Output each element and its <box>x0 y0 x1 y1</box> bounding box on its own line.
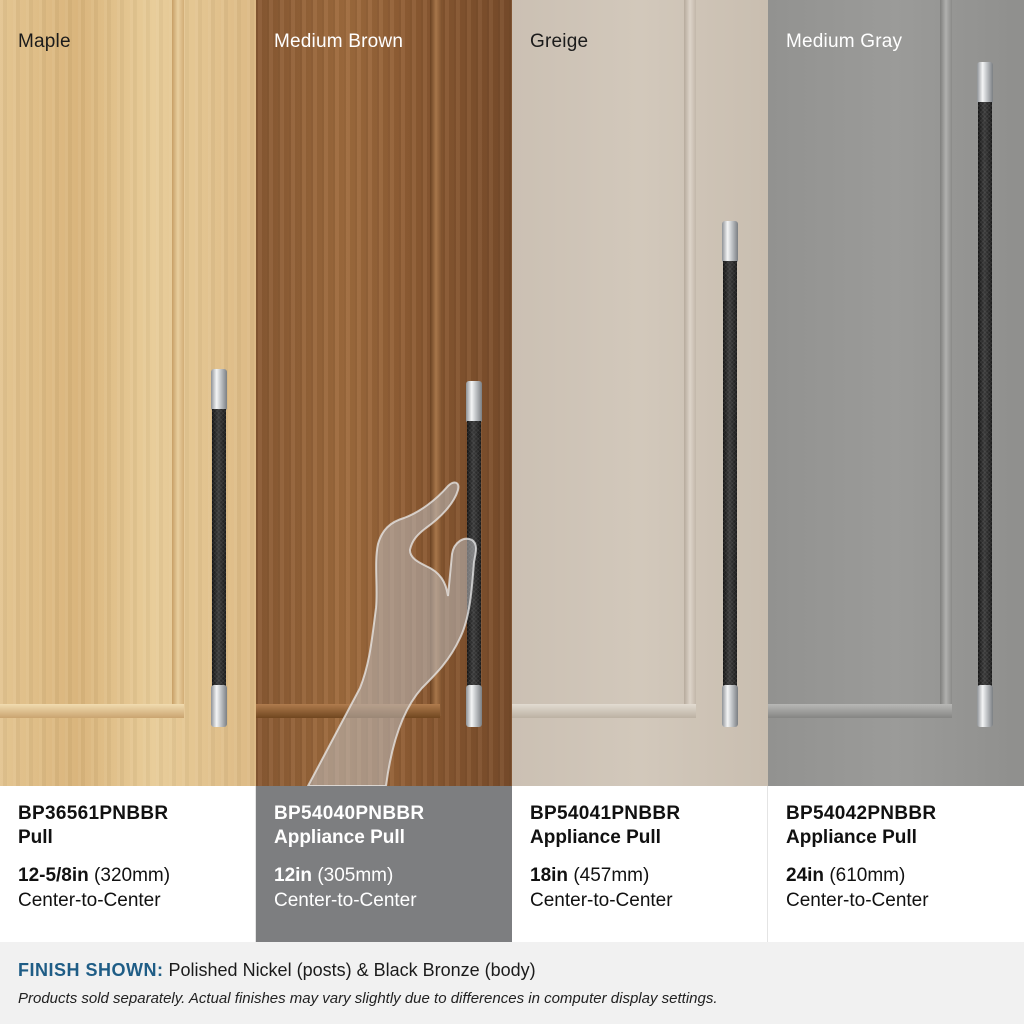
panel-maple <box>0 0 256 786</box>
finish-label-medium-gray: Medium Gray <box>786 31 903 52</box>
pull-post-top <box>722 221 738 263</box>
size-inches: 12-5/8in <box>18 865 89 886</box>
pull-post-bottom <box>977 685 993 727</box>
pull-post-bottom <box>722 685 738 727</box>
size-mm: (457mm) <box>573 865 650 886</box>
pull-image-greige <box>722 221 738 727</box>
product-size <box>18 863 255 888</box>
pull-image-medium-gray <box>977 62 993 727</box>
product-cell-medium-gray <box>768 786 1024 942</box>
door-rail <box>768 704 952 718</box>
finish-label-greige: Greige <box>530 31 589 52</box>
size-inches: 18in <box>530 865 569 886</box>
size-mm: (305mm) <box>317 865 394 886</box>
size-inches: 24in <box>786 865 825 886</box>
product-info-row <box>0 786 1024 942</box>
size-inches: 12in <box>274 865 313 886</box>
product-size <box>530 863 767 888</box>
product-sku: BP54041PNBBR <box>530 803 681 824</box>
pull-post-top <box>466 381 482 423</box>
product-type: Appliance Pull <box>786 827 917 848</box>
pull-body <box>723 261 737 687</box>
product-spacing: Center-to-Center <box>530 890 673 911</box>
product-spacing: Center-to-Center <box>786 890 929 911</box>
panel-greige <box>512 0 768 786</box>
product-sku: BP54042PNBBR <box>786 803 937 824</box>
product-cell-greige <box>512 786 768 942</box>
finish-label-maple: Maple <box>18 31 71 52</box>
product-cell-maple <box>0 786 256 942</box>
product-type: Appliance Pull <box>530 827 661 848</box>
product-size <box>274 863 512 888</box>
product-type: Pull <box>18 827 53 848</box>
door-stile <box>940 0 952 716</box>
product-size <box>786 863 1024 888</box>
product-sku: BP36561PNBBR <box>18 803 169 824</box>
door-rail <box>512 704 696 718</box>
disclaimer-text: Products sold separately. Actual finishes may vary slightly due to differences in computer display settings. <box>18 990 718 1007</box>
hand-illustration <box>300 478 500 786</box>
hand-shape <box>308 483 476 786</box>
finish-shown-line <box>18 958 1024 982</box>
pull-post-bottom <box>211 685 227 727</box>
pull-body <box>212 409 226 687</box>
door-rail <box>0 704 184 718</box>
door-stile <box>684 0 696 716</box>
footer <box>0 942 1024 1024</box>
finish-shown-label: FINISH SHOWN: <box>18 960 164 980</box>
pull-body <box>978 102 992 687</box>
door-stile <box>172 0 184 716</box>
product-spacing: Center-to-Center <box>274 890 417 911</box>
pull-post-top <box>977 62 993 104</box>
size-mm: (610mm) <box>829 865 906 886</box>
product-spacing: Center-to-Center <box>18 890 161 911</box>
panel-medium-gray <box>768 0 1024 786</box>
product-type: Appliance Pull <box>274 827 405 848</box>
product-sku: BP54040PNBBR <box>274 803 425 824</box>
product-cell-medium-brown <box>256 786 512 942</box>
finish-label-medium-brown: Medium Brown <box>274 31 404 52</box>
pull-image-maple <box>211 369 227 727</box>
finish-shown-value: Polished Nickel (posts) & Black Bronze (body) <box>168 960 536 980</box>
size-mm: (320mm) <box>94 865 171 886</box>
pull-post-top <box>211 369 227 411</box>
